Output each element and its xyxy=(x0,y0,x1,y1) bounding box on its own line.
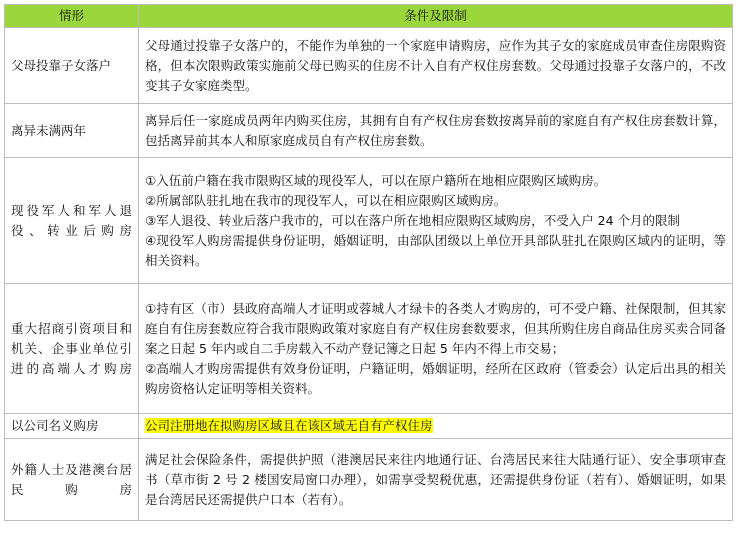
table-row xyxy=(5,414,733,439)
table-row xyxy=(5,158,733,284)
condition-text: 父母通过投靠子女落户的，不能作为单独的一个家庭申请购房，应作为其子女的家庭成员审查住房限购资格，但本次限购政策实施前父母已购买的住房不计入自有产权住房套数。父母通过投靠子女落户的，不改变其子女家庭类型。 xyxy=(145,37,726,93)
condition-text: ②所属部队驻扎地在我市的现役军人，可以在相应限购区域购房。 xyxy=(145,192,507,208)
conditions-cell xyxy=(139,414,733,439)
table-row xyxy=(5,439,733,521)
header-row xyxy=(5,5,733,28)
conditions-cell xyxy=(139,439,733,521)
table-row xyxy=(5,28,733,104)
header-situation: 情形 xyxy=(5,5,139,28)
conditions-cell xyxy=(139,158,733,284)
header-conditions: 条件及限制 xyxy=(139,5,733,28)
condition-text: 离异后任一家庭成员两年内购买住房，其拥有自有产权住房套数按离异前的家庭自有产权住房套数计算，包括离异前其本人和原家庭成员自有产权住房套数。 xyxy=(145,112,726,148)
conditions-cell xyxy=(139,284,733,414)
situation-cell: 重大招商引资项目和机关、企事业单位引进的高端人才购房 xyxy=(5,284,139,414)
condition-text: ③军人退役、转业后落户我市的，可以在落户所在地相应限购区域购房，不受入户 24 个月的限制 xyxy=(145,212,681,228)
situation-cell: 离异未满两年 xyxy=(5,104,139,158)
conditions-cell xyxy=(139,28,733,104)
situation-cell: 现役军人和军人退役、转业后购房 xyxy=(5,158,139,284)
policy-table xyxy=(4,4,733,521)
situation-cell: 父母投靠子女落户 xyxy=(5,28,139,104)
condition-text: 满足社会保险条件，需提供护照（港澳居民来往内地通行证、台湾居民来往大陆通行证）、安全事项审查书（草市街 2 号 2 楼国安局窗口办理），如需享受契税优惠，还需提供身份证（若有）、婚姻证明，如果是台湾居民还需提供户口本（若有）。 xyxy=(145,451,726,507)
condition-text: ②高端人才购房需提供有效身份证明，户籍证明，婚姻证明，经所在区政府（管委会）认定后出具的相关购房资格认定证明等相关资料。 xyxy=(145,360,726,396)
condition-text: ①持有区（市）县政府高端人才证明或蓉城人才绿卡的各类人才购房的，可不受户籍、社保限制，但其家庭自有住房套数应符合我市限购政策对家庭自有产权住房套数要求，但其所购住房自商品住房买卖合同备案之日起 5 年内或自二手房载入不动产登记簿之日起 5 年内不得上市交易； xyxy=(145,300,726,356)
conditions-cell xyxy=(139,104,733,158)
condition-text: ①入伍前户籍在我市限购区域的现役军人，可以在原户籍所在地相应限购区域购房。 xyxy=(145,172,607,188)
table-row xyxy=(5,284,733,414)
condition-text: ④现役军人购房需提供身份证明，婚姻证明，由部队团级以上单位开具部队驻扎在限购区域内的证明，等相关资料。 xyxy=(145,232,726,268)
situation-cell: 以公司名义购房 xyxy=(5,414,139,439)
situation-cell: 外籍人士及港澳台居民购房 xyxy=(5,439,139,521)
table-row xyxy=(5,104,733,158)
highlighted-condition-text: 公司注册地在拟购房区域且在该区域无自有产权住房 xyxy=(145,418,433,433)
